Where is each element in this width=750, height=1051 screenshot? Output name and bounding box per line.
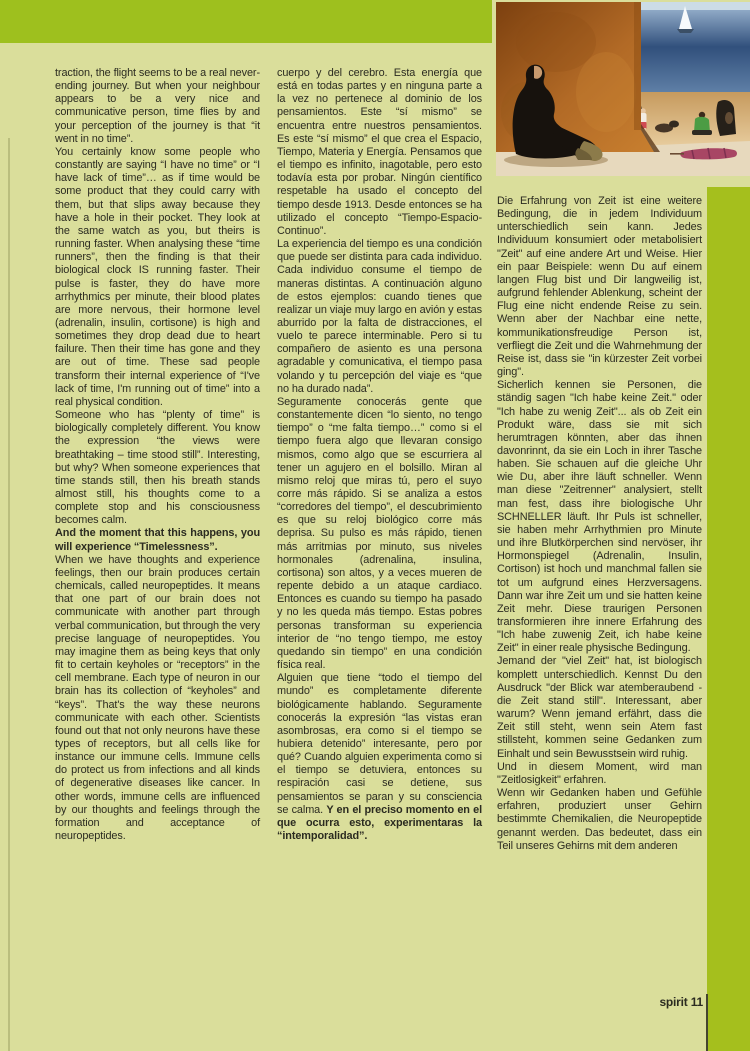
top-accent-band: [0, 0, 492, 43]
paragraph-text: traction, the flight seems to be a real never-ending journey. But when your neighbour appears to be a very nice and communicative person, time flies by and your perception of the journey is that “it went in no time”.: [55, 67, 260, 145]
column-english: [55, 67, 260, 843]
right-accent-strip: [707, 187, 750, 1051]
paragraph-text: [277, 672, 482, 843]
paragraph-text: Someone who has “plenty of time” is biologically completely different. You know the expression “the views were breathtaking – time stood still”. Interesting, but why? When someone experiences that time stands still, then his breath stands almost still, his thoughts come to a complete stop and his consciousness becomes calm.: [55, 409, 260, 527]
column-spanish: [277, 67, 482, 843]
paragraph-text: Jemand der "viel Zeit" hat, ist biologisch komplett unterschiedlich. Kennst Du den Ausdruck "der Blick war atemberaubend - die Zeit stand still". Interessant, aber warum? Wenn jemand erfährt, dass die Zeit still steht, wenn sein Atem fast stillsteht, kommen seine Gedanken zum Einhalt und sein Bewusstsein wird ruhig.: [497, 655, 702, 760]
paragraph-text: Die Erfahrung von Zeit ist eine weitere Bedingung, die in jedem Individuum unterschiedlich sein kann. Jedes Individuum konsumiert oder metabolisiert "Zeit" auf eine andere Art und Weise. Hier ein paar Beispiele: wenn Du auf einem langen Flug bist und Dir langweilig ist, aufgrund fehlender Ablenkung, scheint der Flug eine nicht endende Reise zu sein. Wenn aber der Nachbar eine nette, kommunikationsfreudige Person ist, verfliegt die Zeit und die Wahrnehmung der Reise ist, dass sie "in kürzester Zeit vorbei ging".: [497, 195, 702, 379]
paragraph-text: cuerpo y del cerebro. Esta energía que está en todas partes y en ninguna parte a la vez no pertenece al dominio de los pensamientos. Este “sí mismo” se encuentra entre nuestros pensamientos. Es este “sí mismo” el que crea el Espacio, Tiempo, Materia y Energía. Pensamos que el tiempo es infinito, inagotable, pero esto todavía esta por probar. Ningún científico respetable ha usado el concepto del tiempo desde 1913. Desde entonces se ha utilizado el concepto “Tiempo-Espacio-Continuo”.: [277, 67, 482, 237]
paragraph-text: Sicherlich kennen sie Personen, die ständig sagen "Ich habe keine Zeit." oder "Ich habe zu wenig Zeit"... als ob Zeit ein Produkt wäre, dass sie mit sich herumtragen könnten, aber das ihnen davonrinnt, da sie ein Loch in ihrer Tasche haben. Sie schauen auf die gleiche Uhr wie Du, aber ihre läuft schneller. Wenn man diese "Zeitrenner" analysiert, stellt man fest, dass ihre biologische Uhr SCHNELLER läuft. Ihr Puls ist schneller, sie haben mehr Arrhythmien pro Minute und ihre Blutkörperchen sind nervöser, ihr Hormonspiegel (Adrenalin, Insulin, Cortison) ist hoch und manchmal fallen sie tot um aufgrund eines Herzversagens. Dann war ihre Zeit um und sie hatten keine Zeit mehr. Diese traurigen Personen transformieren ihre innere Erfahrung des "Ich habe zuwenig Zeit, ich habe keine Zeit" in einer reale physische Bedingung.: [497, 379, 702, 655]
beach-photo-illustration: [496, 2, 750, 176]
paragraph-text: Und in diesem Moment, wird man "Zeitlosigkeit" erfahren.: [497, 760, 702, 786]
footer-rule: [706, 994, 708, 1051]
left-fold-shadow: [8, 138, 10, 1051]
paragraph-text: Seguramente conocerás gente que constantemente dicen “lo siento, no tengo tiempo” o “me falta tiempo…” como si el tiempo fuera algo que llevaran consigo mismos, como algo que se escurriera al tener un agujero en el bolsillo. Miran al mismo reloj que miras tú, pero el suyo corre más rápido. Si se analiza a estos “corredores del tiempo”, el descubrimiento es que su reloj biológico corre más deprisa. Su pulso es más rápido, tienen más arritmias por minuto, sus niveles hormonales (adrenalina, insulina, cortisona) son altos, y a veces mueren de repente debido a un ataque cardiaco. Entonces es cuando su tiempo ha pasado y no les queda más tiempo. Estas pobres personas transforman su experiencia interior de “no tengo tiempo, me estoy quedando sin tiempo” en una condición física real.: [277, 395, 482, 672]
paragraph-text: La experiencia del tiempo es una condición que puede ser distinta para cada individuo. Cada individuo consume el tiempo de maneras distintas. A continuación alguno de estos ejemplos: cuando tienes que realizar un viaje muy largo en avión y estas aburrido por la falta de distracciones, el vuelo te parece interminable. Pero si tu compañero de asiento es una persona agradable y comunicativa, el tiempo pasa volando y tu percepción del viaje es “que no ha durado nada”.: [277, 238, 482, 395]
bold-statement: And the moment that this happens, you will experience “Timelessness”.: [55, 527, 260, 553]
column-german: [497, 195, 702, 853]
beach-photo: [496, 2, 750, 176]
page-number: spirit 11: [659, 995, 703, 1009]
paragraph-text: You certainly know some people who constantly are saying “I have no time” or “I have lack of time”… as if time would be some product that they could carry with them, but that slips away because they have a hole in their pocket. They look at the same watch as you, but theirs is running faster. When analysing these “time runners”, then the finding is that their biological clock IS running faster. Their pulse is faster, they do have more arrhythmics per minute, their blood plates are more nervous, their hormone level (adrenalin, insulin, cortisone) is high and sometimes they drop dead due to heart failure. Then their time has gone and they are out of time. These sad people transform their internal experience of “I've lack of time, I'm running out of time” into a real physical condition.: [55, 145, 260, 408]
paragraph-text: When we have thoughts and experience feelings, then our brain produces certain chemicals, called neuropeptides. It means that one part of our brain does not communicate with another part through verbal communication, but through the very precise language of neuropeptides. You may imagine them as being keys that only fit to certain keyholes or “receptors” in the cell membrane. Each type of neuron in our brain has its collection of “keyholes” and “keys”. That's the way these neurons communicate with each other. Scientists found out that not only neurons have these types of receptors, but all cells like for instance our immune cells. Immune cells do protect us from infections and all kinds of degenerative diseases like cancer. In other words, immune cells are influenced by our thoughts and feelings through the formation and acceptance of neuropeptides.: [55, 553, 260, 843]
paragraph-text: Wenn wir Gedanken haben und Gefühle erfahren, produziert unser Gehirn bestimmte Chemikalien, die Neuropeptide genannt werden. Das bedeutet, dass ein Teil unseres Gehirns mit dem anderen: [497, 787, 702, 852]
bold-statement: Y en el preciso momento en el que ocurra esto, experimentaras la “intemporalidad”.: [277, 803, 482, 843]
paragraph-lead: Alguien que tiene “todo el tiempo del mundo” es completamente diferente biológicamente hablando. Seguramente conocerás la expresión “las vistas eran asombrosas, era como si el tiempo se hubiera detenido” interesante, pero por qué? Cuando alguien experimenta como si el tiempo se detuviera, entonces su respiración casi se detiene, sus pensamientos se paran y su consciencia se calma.: [277, 672, 482, 816]
